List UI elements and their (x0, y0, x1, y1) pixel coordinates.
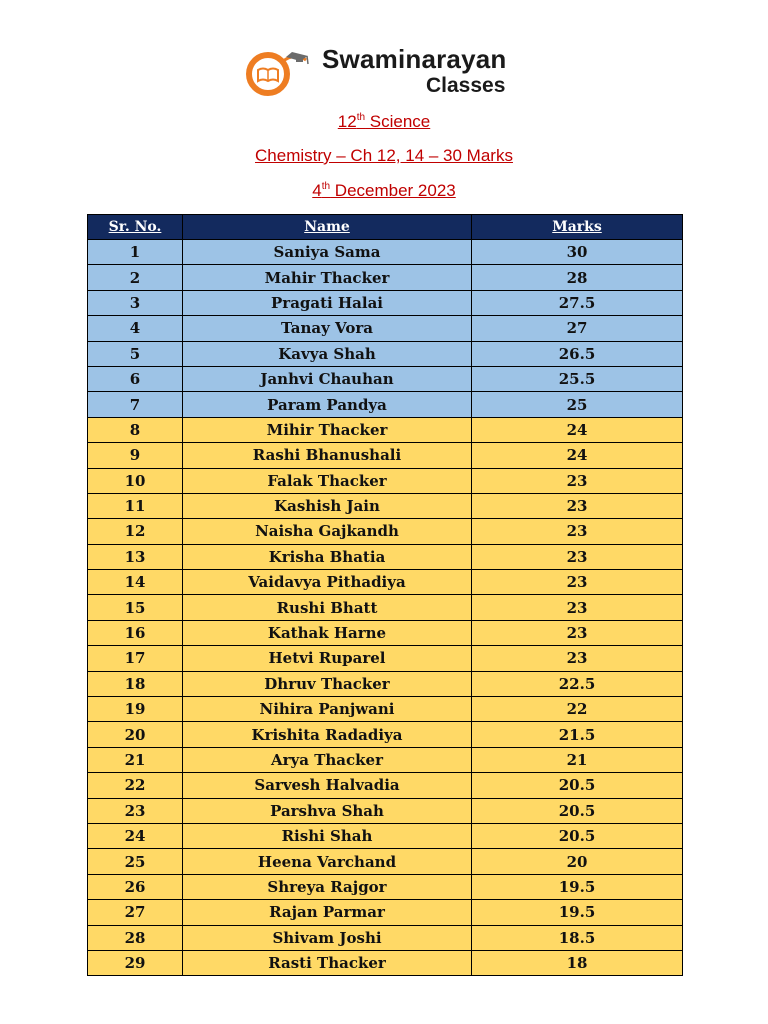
cell-marks: 23 (472, 544, 683, 569)
cell-sr-no: 12 (88, 519, 183, 544)
cell-name: Mihir Thacker (183, 417, 472, 442)
cell-marks: 21.5 (472, 722, 683, 747)
date-superscript: th (321, 181, 331, 192)
class-number: 12 (337, 112, 357, 131)
cell-sr-no: 18 (88, 671, 183, 696)
cell-marks: 20.5 (472, 798, 683, 823)
cell-name: Pragati Halai (183, 290, 472, 315)
table-row (88, 671, 683, 696)
cell-sr-no: 24 (88, 823, 183, 848)
cell-name: Kathak Harne (183, 620, 472, 645)
cell-marks: 23 (472, 595, 683, 620)
cell-marks: 18 (472, 950, 683, 975)
cell-marks: 23 (472, 646, 683, 671)
cell-name: Arya Thacker (183, 747, 472, 772)
cell-marks: 24 (472, 443, 683, 468)
cell-name: Rasti Thacker (183, 950, 472, 975)
table-row (88, 925, 683, 950)
cell-name: Kavya Shah (183, 341, 472, 366)
cell-name: Hetvi Ruparel (183, 646, 472, 671)
table-row (88, 646, 683, 671)
cell-marks: 19.5 (472, 874, 683, 899)
table-row (88, 468, 683, 493)
cell-sr-no: 2 (88, 265, 183, 290)
table-row (88, 544, 683, 569)
cell-marks: 28 (472, 265, 683, 290)
cell-marks: 25.5 (472, 366, 683, 391)
cell-name: Param Pandya (183, 392, 472, 417)
cell-name: Vaidavya Pithadiya (183, 570, 472, 595)
cell-name: Naisha Gajkandh (183, 519, 472, 544)
cell-marks: 22 (472, 697, 683, 722)
cell-name: Shivam Joshi (183, 925, 472, 950)
header-sr-no: Sr. No. (88, 215, 183, 240)
cell-sr-no: 1 (88, 240, 183, 265)
cell-marks: 27 (472, 316, 683, 341)
cell-marks: 26.5 (472, 341, 683, 366)
cell-name: Rishi Shah (183, 823, 472, 848)
cell-name: Mahir Thacker (183, 265, 472, 290)
cell-name: Heena Varchand (183, 849, 472, 874)
cell-name: Janhvi Chauhan (183, 366, 472, 391)
cell-marks: 30 (472, 240, 683, 265)
cell-name: Rushi Bhatt (183, 595, 472, 620)
cell-name: Krishita Radadiya (183, 722, 472, 747)
cell-sr-no: 4 (88, 316, 183, 341)
cell-sr-no: 27 (88, 900, 183, 925)
table-row (88, 900, 683, 925)
header-name: Name (183, 215, 472, 240)
cell-name: Falak Thacker (183, 468, 472, 493)
cell-sr-no: 21 (88, 747, 183, 772)
cell-marks: 23 (472, 519, 683, 544)
table-row (88, 849, 683, 874)
cell-sr-no: 29 (88, 950, 183, 975)
cell-sr-no: 17 (88, 646, 183, 671)
cell-sr-no: 16 (88, 620, 183, 645)
table-row (88, 265, 683, 290)
cell-marks: 21 (472, 747, 683, 772)
table-row (88, 773, 683, 798)
cell-marks: 20.5 (472, 823, 683, 848)
cell-sr-no: 7 (88, 392, 183, 417)
class-superscript: th (356, 112, 366, 123)
table-row (88, 747, 683, 772)
cell-marks: 19.5 (472, 900, 683, 925)
cell-marks: 18.5 (472, 925, 683, 950)
table-row (88, 722, 683, 747)
cell-sr-no: 9 (88, 443, 183, 468)
table-row (88, 519, 683, 544)
table-row (88, 240, 683, 265)
cell-sr-no: 13 (88, 544, 183, 569)
cell-name: Dhruv Thacker (183, 671, 472, 696)
cell-name: Kashish Jain (183, 493, 472, 518)
cell-marks: 23 (472, 468, 683, 493)
table-row (88, 950, 683, 975)
table-row (88, 493, 683, 518)
cell-sr-no: 11 (88, 493, 183, 518)
table-row (88, 417, 683, 442)
table-header-row (88, 215, 683, 240)
cell-name: Parshva Shah (183, 798, 472, 823)
class-name: Science (365, 112, 431, 131)
cell-sr-no: 5 (88, 341, 183, 366)
cell-marks: 20 (472, 849, 683, 874)
cell-marks: 22.5 (472, 671, 683, 696)
cell-marks: 25 (472, 392, 683, 417)
cell-marks: 24 (472, 417, 683, 442)
cell-marks: 20.5 (472, 773, 683, 798)
table-row (88, 366, 683, 391)
table-row (88, 341, 683, 366)
cell-sr-no: 25 (88, 849, 183, 874)
cell-name: Sarvesh Halvadia (183, 773, 472, 798)
cell-name: Shreya Rajgor (183, 874, 472, 899)
cell-sr-no: 26 (88, 874, 183, 899)
cell-sr-no: 22 (88, 773, 183, 798)
table-row (88, 316, 683, 341)
logo-book-icon (244, 48, 316, 98)
cell-sr-no: 3 (88, 290, 183, 315)
cell-sr-no: 6 (88, 366, 183, 391)
cell-name: Rajan Parmar (183, 900, 472, 925)
cell-sr-no: 14 (88, 570, 183, 595)
cell-name: Rashi Bhanushali (183, 443, 472, 468)
marks-table (87, 214, 683, 976)
brand-subtitle: Classes (426, 74, 506, 97)
cell-sr-no: 20 (88, 722, 183, 747)
subject-heading: Chemistry – Ch 12, 14 – 30 Marks (255, 146, 513, 165)
cell-name: Tanay Vora (183, 316, 472, 341)
date-heading (0, 181, 768, 201)
cell-name: Krisha Bhatia (183, 544, 472, 569)
cell-sr-no: 28 (88, 925, 183, 950)
cell-sr-no: 8 (88, 417, 183, 442)
cell-marks: 23 (472, 620, 683, 645)
cell-marks: 23 (472, 493, 683, 518)
table-row (88, 392, 683, 417)
cell-marks: 27.5 (472, 290, 683, 315)
brand-logo (244, 44, 524, 100)
table-row (88, 290, 683, 315)
cell-name: Saniya Sama (183, 240, 472, 265)
cell-sr-no: 23 (88, 798, 183, 823)
table-row (88, 595, 683, 620)
brand-name: Swaminarayan (322, 44, 507, 74)
table-row (88, 697, 683, 722)
table-row (88, 823, 683, 848)
table-row (88, 874, 683, 899)
cell-sr-no: 15 (88, 595, 183, 620)
header-marks: Marks (472, 215, 683, 240)
class-heading (0, 112, 768, 132)
table-row (88, 798, 683, 823)
cell-marks: 23 (472, 570, 683, 595)
date-day: 4 (312, 181, 322, 200)
table-row (88, 443, 683, 468)
date-month-year: December 2023 (330, 181, 456, 200)
cell-name: Nihira Panjwani (183, 697, 472, 722)
cell-sr-no: 19 (88, 697, 183, 722)
cell-sr-no: 10 (88, 468, 183, 493)
table-row (88, 570, 683, 595)
table-body (88, 240, 683, 976)
table-row (88, 620, 683, 645)
